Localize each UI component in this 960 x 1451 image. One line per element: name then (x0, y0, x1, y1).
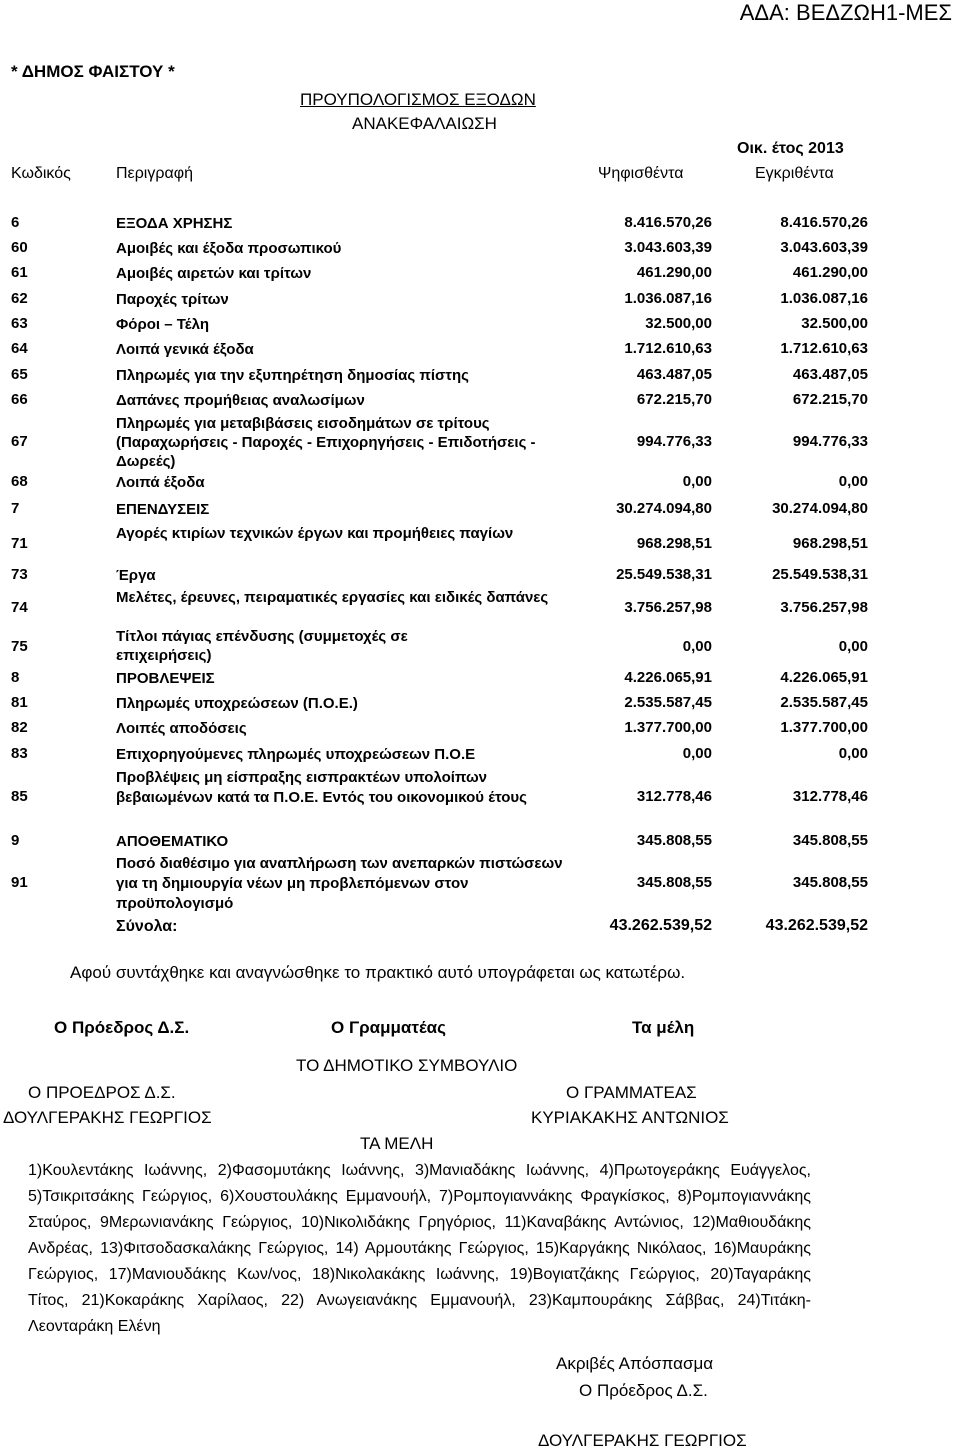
row-voted: 30.274.094,80 (616, 500, 712, 517)
row-description: Τίτλοι πάγιας επένδυσης (συμμετοχές σε επιχειρήσεις) (116, 628, 408, 664)
row-description: Πληρωμές για την εξυπηρέτηση δημοσίας πίστης (116, 367, 469, 384)
summary-title: ΑΝΑΚΕΦΑΛΑΙΩΣΗ (352, 114, 497, 133)
row-code: 91 (11, 874, 28, 891)
president-name: ΔΟΥΛΓΕΡΑΚΗΣ ΓΕΩΡΓΙΟΣ (3, 1108, 212, 1127)
row-approved: 4.226.065,91 (780, 669, 868, 686)
row-approved: 30.274.094,80 (772, 500, 868, 517)
row-description: Πληρωμές για μεταβιβάσεις εισοδημάτων σε τρίτους (Παραχωρήσεις - Παροχές - Επιχορηγήσεις - Επιδοτήσεις - Δωρεές) (116, 415, 536, 470)
row-voted: 1.377.700,00 (624, 719, 712, 736)
row-description: Αμοιβές αιρετών και τρίτων (116, 265, 312, 282)
signature-secretary: Ο Γραμματέας (331, 1018, 446, 1037)
row-code: 85 (11, 788, 28, 805)
row-voted: 994.776,33 (636, 433, 712, 450)
row-description: Αγορές κτιρίων τεχνικών έργων και προμήθειες παγίων (116, 525, 514, 542)
row-voted: 2.535.587,45 (624, 694, 712, 711)
secretary-name: ΚΥΡΙΑΚΑΚΗΣ ΑΝΤΩΝΙΟΣ (531, 1108, 729, 1127)
budget-title: ΠΡΟΥΠΟΛΟΓΙΣΜΟΣ ΕΞΟΔΩΝ (300, 90, 536, 109)
row-approved: 994.776,33 (792, 433, 868, 450)
signature-members: Τα μέλη (632, 1018, 695, 1037)
row-description: Παροχές τρίτων (116, 291, 229, 308)
row-approved: 345.808,55 (792, 874, 868, 891)
members-label: ΤΑ ΜΕΛΗ (360, 1134, 434, 1153)
row-description: Αμοιβές και έξοδα προσωπικού (116, 240, 342, 257)
row-code: 75 (11, 638, 28, 655)
row-code: 83 (11, 745, 28, 762)
row-approved: 0,00 (838, 745, 868, 762)
row-description: Προβλέψεις μη είσπραξης εισπρακτέων υπολοίπων βεβαιωμένων κατά τα Π.Ο.Ε. Εντός του οικονομικού έτους (116, 769, 527, 806)
row-approved: 672.215,70 (792, 391, 868, 408)
row-voted: 25.549.538,31 (616, 566, 712, 583)
row-code: 8 (11, 669, 20, 686)
municipality-name: * ΔΗΜΟΣ ΦΑΙΣΤΟΥ * (11, 62, 175, 81)
row-code: 67 (11, 433, 28, 450)
row-voted: 1.712.610,63 (624, 340, 712, 357)
row-description: ΑΠΟΘΕΜΑΤΙΚΟ (116, 833, 229, 850)
row-code: 62 (11, 290, 28, 307)
row-approved: 3.756.257,98 (780, 599, 868, 616)
header-voted: Ψηφισθέντα (598, 165, 684, 182)
header-description: Περιγραφή (116, 165, 193, 182)
row-approved: 1.377.700,00 (780, 719, 868, 736)
signature-president: Ο Πρόεδρος Δ.Σ. (54, 1018, 190, 1037)
row-code: 82 (11, 719, 28, 736)
row-approved: 1.712.610,63 (780, 340, 868, 357)
row-code: 60 (11, 239, 28, 256)
row-approved: 3.043.603,39 (780, 239, 868, 256)
row-description: Επιχορηγούμενες πληρωμές υποχρεώσεων Π.Ο.Ε (116, 746, 476, 763)
council-title: ΤΟ ΔΗΜΟΤΙΚΟ ΣΥΜΒΟΥΛΙΟ (296, 1056, 518, 1075)
row-description: ΕΞΟΔΑ ΧΡΗΣΗΣ (116, 215, 233, 232)
row-code: 61 (11, 264, 28, 281)
row-description: ΠΡΟΒΛΕΨΕΙΣ (116, 670, 215, 687)
row-description: Λοιπές αποδόσεις (116, 720, 247, 737)
row-approved: 461.290,00 (792, 264, 868, 281)
row-approved: 0,00 (838, 473, 868, 490)
row-approved: 463.487,05 (792, 366, 868, 383)
row-voted: 312.778,46 (636, 788, 712, 805)
minutes-statement: Αφού συντάχθηκε και αναγνώσθηκε το πρακτικό αυτό υπογράφεται ως κατωτέρω. (70, 963, 686, 982)
totals-label: Σύνολα: (116, 918, 178, 935)
row-code: 6 (11, 214, 20, 231)
header-approved: Εγκριθέντα (755, 165, 834, 182)
row-approved: 2.535.587,45 (780, 694, 868, 711)
row-description: Πληρωμές υποχρεώσεων (Π.Ο.Ε.) (116, 695, 358, 712)
row-code: 63 (11, 315, 28, 332)
row-voted: 32.500,00 (645, 315, 712, 332)
row-description: ΕΠΕΝΔΥΣΕΙΣ (116, 501, 210, 518)
row-approved: 0,00 (838, 638, 868, 655)
ada-code: ΑΔΑ: ΒΕΔΖΩΗ1-ΜΕΣ (739, 0, 952, 25)
row-voted: 0,00 (682, 473, 712, 490)
row-voted: 0,00 (682, 638, 712, 655)
row-voted: 345.808,55 (636, 874, 712, 891)
members-list: 1)Κουλεντάκης Ιωάννης, 2)Φασομυτάκης Ιωάννης, 3)Μανιαδάκης Ιωάννης, 4)Πρωτογεράκης Ευάγγελος, 5)Τσικριτσάκης Γεώργιος, 6)Χουστουλάκης Εμμανουήλ, 7)Ρομπογιαννάκης Φραγκίσκος, 8)Ρομπογιαννάκης Σταύρος, 9Μερωνιανάκης Γεώργιος, 10)Νικολιδάκης Γρηγόριος, 11)Καναβάκης Αντώνιος, 12)Μαθιουδάκης Ανδρέας, 13)Φιτσοδασκαλάκης Γεώργιος, 14) Αρμουτάκης Γεώργιος, 15)Καργάκης Νικόλαος, 16)Μαυράκης Γεώργιος, 17)Μανιουδάκης Κων/νος, 18)Νικολακάκης Ιωάννης, 19)Βογιατζάκης Γεώργιος, 20)Ταγαράκης Τίτος, 21)Κοκαράκης Χαρίλαος, 22) Ανωγειανάκης Εμμανουήλ, 23)Καμπουράκης Σάββας, 24)Τιτάκη-Λεονταράκη Ελένη (28, 1162, 811, 1335)
row-voted: 672.215,70 (636, 391, 712, 408)
header-code: Κωδικός (11, 165, 71, 182)
row-approved: 8.416.570,26 (780, 214, 868, 231)
row-code: 74 (11, 599, 28, 616)
row-approved: 25.549.538,31 (772, 566, 868, 583)
row-approved: 345.808,55 (792, 832, 868, 849)
row-description: Φόροι – Τέλη (116, 316, 210, 333)
row-code: 73 (11, 566, 28, 583)
certified-copy: Ακριβές Απόσπασμα (556, 1354, 714, 1373)
row-voted: 461.290,00 (636, 264, 712, 281)
row-description: Ποσό διαθέσιμο για αναπλήρωση των ανεπαρκών πιστώσεων για τη δημιουργία νέων μη προβλεπόμενων στον προϋπολογισμό (116, 855, 563, 912)
row-code: 66 (11, 391, 28, 408)
row-code: 68 (11, 473, 28, 490)
row-description: Έργα (116, 567, 156, 584)
row-voted: 3.756.257,98 (624, 599, 712, 616)
row-code: 64 (11, 340, 28, 357)
row-approved: 968.298,51 (792, 535, 868, 552)
row-code: 7 (11, 500, 20, 517)
row-voted: 463.487,05 (636, 366, 712, 383)
row-voted: 0,00 (682, 745, 712, 762)
row-voted: 345.808,55 (636, 832, 712, 849)
secretary-label: Ο ΓΡΑΜΜΑΤΕΑΣ (566, 1083, 697, 1102)
total-approved: 43.262.539,52 (765, 917, 868, 934)
total-voted: 43.262.539,52 (609, 917, 712, 934)
row-approved: 32.500,00 (801, 315, 868, 332)
row-voted: 8.416.570,26 (624, 214, 712, 231)
president-label: Ο ΠΡΟΕΔΡΟΣ Δ.Σ. (28, 1083, 176, 1102)
row-description: Μελέτες, έρευνες, πειραματικές εργασίες και ειδικές δαπάνες (116, 589, 549, 606)
row-code: 9 (11, 832, 20, 849)
certified-role: Ο Πρόεδρος Δ.Σ. (579, 1381, 708, 1400)
certified-name: ΔΟΥΛΓΕΡΑΚΗΣ ΓΕΩΡΓΙΟΣ (538, 1431, 747, 1450)
row-code: 81 (11, 694, 28, 711)
row-voted: 3.043.603,39 (624, 239, 712, 256)
row-voted: 4.226.065,91 (624, 669, 712, 686)
row-voted: 968.298,51 (636, 535, 712, 552)
row-code: 71 (11, 535, 28, 552)
row-approved: 1.036.087,16 (780, 290, 868, 307)
row-description: Δαπάνες προμήθειας αναλωσίμων (116, 392, 365, 409)
row-voted: 1.036.087,16 (624, 290, 712, 307)
row-description: Λοιπά έξοδα (116, 474, 205, 491)
row-description: Λοιπά γενικά έξοδα (116, 341, 254, 358)
row-code: 65 (11, 366, 28, 383)
fiscal-year: Οικ. έτος 2013 (737, 140, 844, 157)
row-approved: 312.778,46 (792, 788, 868, 805)
